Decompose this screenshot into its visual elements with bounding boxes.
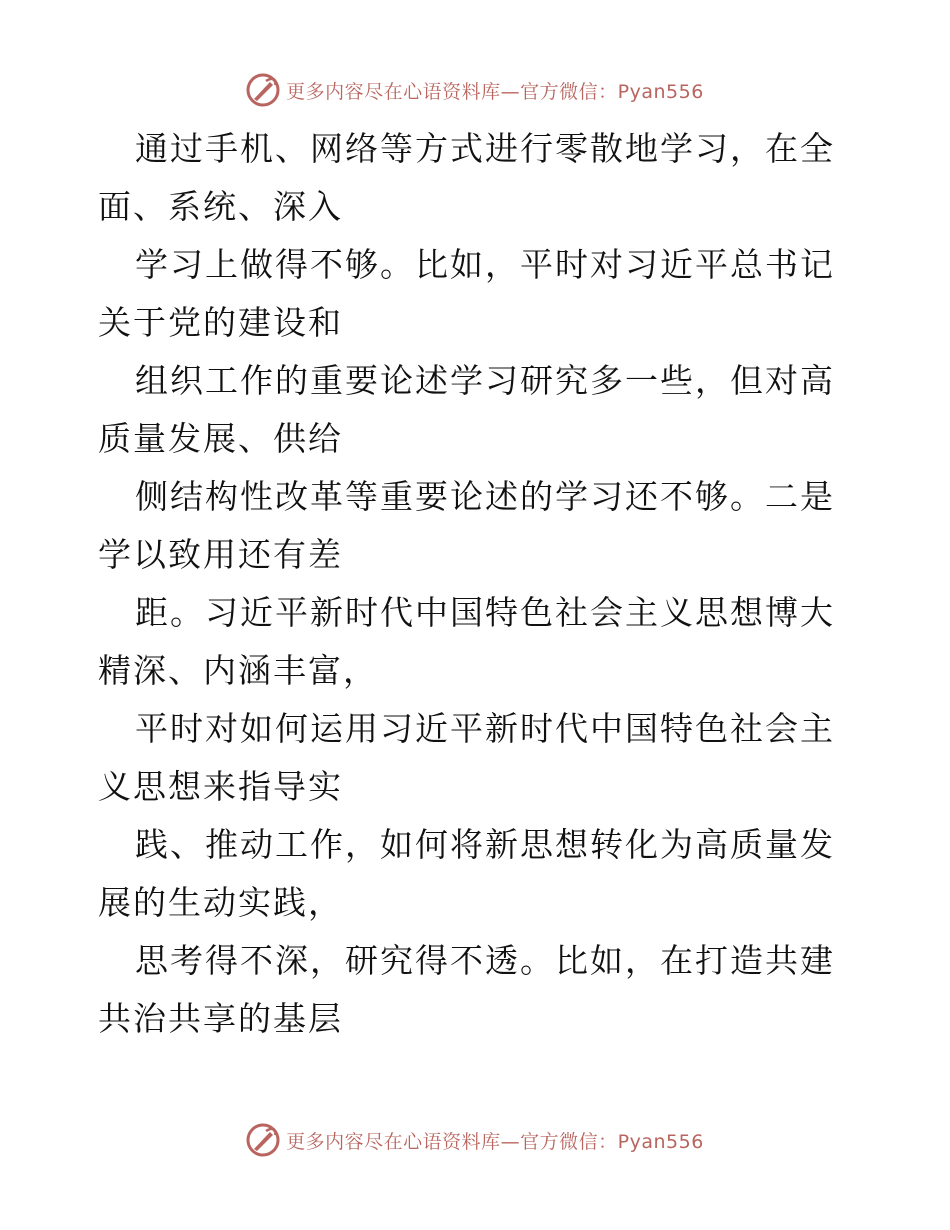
document-body bbox=[98, 120, 858, 1048]
quill-logo-icon bbox=[246, 1123, 280, 1157]
paragraph: 践、推动工作，如何将新思想转化为高质量发展的生动实践， bbox=[98, 825, 835, 922]
paragraph: 平时对如何运用习近平新时代中国特色社会主义思想来指导实 bbox=[98, 709, 835, 806]
paragraph: 侧结构性改革等重要论述的学习还不够。二是学以致用还有差 bbox=[98, 477, 835, 574]
paragraph: 通过手机、网络等方式进行零散地学习，在全面、系统、深入 bbox=[98, 129, 835, 226]
quill-logo-icon bbox=[246, 73, 280, 107]
header-banner-text: 更多内容尽在心语资料库—官方微信：Pyan556 bbox=[286, 80, 704, 103]
footer-banner bbox=[0, 1120, 950, 1160]
paragraph: 距。习近平新时代中国特色社会主义思想博大精深、内涵丰富， bbox=[98, 593, 835, 690]
paragraph: 学习上做得不够。比如，平时对习近平总书记关于党的建设和 bbox=[98, 245, 835, 342]
header-banner bbox=[0, 70, 950, 110]
paragraph: 组织工作的重要论述学习研究多一些，但对高质量发展、供给 bbox=[98, 361, 835, 458]
paragraph: 思考得不深，研究得不透。比如，在打造共建共治共享的基层 bbox=[98, 941, 835, 1038]
footer-banner-text: 更多内容尽在心语资料库—官方微信：Pyan556 bbox=[286, 1130, 704, 1153]
